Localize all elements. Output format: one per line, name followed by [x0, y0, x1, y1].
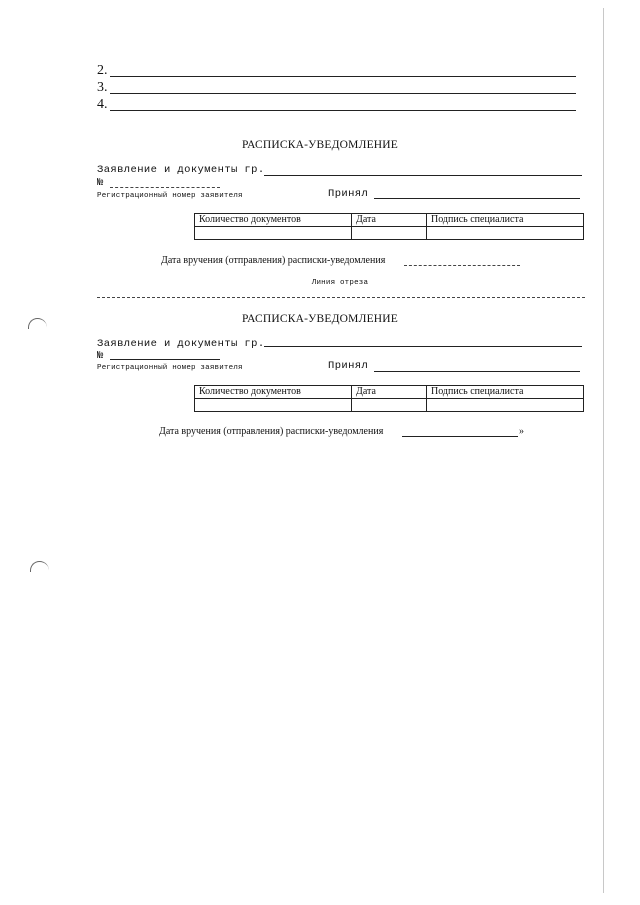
- table-cell[interactable]: [352, 399, 427, 412]
- applicant-name-line[interactable]: [264, 175, 582, 176]
- table-header-cell: Дата: [352, 386, 427, 399]
- table-row: [195, 227, 584, 240]
- number-label: №: [97, 177, 104, 189]
- table-header-row: [195, 386, 584, 399]
- number-label: №: [97, 350, 104, 362]
- cut-line-label: Линия отреза: [311, 279, 369, 287]
- list-number: 3.: [97, 80, 108, 95]
- table-header-cell: Количество документов: [195, 386, 352, 399]
- delivery-date-label: Дата вручения (отправления) расписки-уведомления: [161, 255, 386, 266]
- table-cell[interactable]: [427, 399, 584, 412]
- accepted-by-line[interactable]: [374, 198, 580, 199]
- list-entry-line: [110, 110, 576, 111]
- list-entry-line: [110, 93, 576, 94]
- table-row: [195, 399, 584, 412]
- delivery-date-line[interactable]: [404, 265, 520, 266]
- cut-line: [97, 297, 585, 298]
- table-header-cell: Дата: [352, 214, 427, 227]
- table-header-cell: Количество документов: [195, 214, 352, 227]
- receipt-title: РАСПИСКА-УВЕДОМЛЕНИЕ: [241, 313, 399, 325]
- applicant-name-line[interactable]: [264, 346, 582, 347]
- delivery-date-tail: »: [519, 426, 524, 437]
- table-cell[interactable]: [195, 227, 352, 240]
- table-header-cell: Подпись специалиста: [427, 386, 584, 399]
- application-label: Заявление и документы гр.: [97, 164, 265, 176]
- table-header-cell: Подпись специалиста: [427, 214, 584, 227]
- documents-table: [194, 213, 584, 240]
- punch-hole-mark: [30, 561, 49, 572]
- list-number: 4.: [97, 97, 108, 112]
- list-number: 2.: [97, 63, 108, 78]
- accepted-label: Принял: [328, 360, 369, 372]
- reg-number-caption: Регистрационный номер заявителя: [97, 364, 243, 372]
- table-header-row: [195, 214, 584, 227]
- accepted-by-line[interactable]: [374, 371, 580, 372]
- reg-number-line[interactable]: [110, 187, 220, 188]
- accepted-label: Принял: [328, 188, 369, 200]
- table-cell[interactable]: [195, 399, 352, 412]
- table-cell[interactable]: [352, 227, 427, 240]
- reg-number-caption: Регистрационный номер заявителя: [97, 192, 243, 200]
- documents-table: [194, 385, 584, 412]
- delivery-date-label: Дата вручения (отправления) расписки-уведомления: [159, 426, 384, 437]
- application-label: Заявление и документы гр.: [97, 338, 265, 350]
- receipt-title: РАСПИСКА-УВЕДОМЛЕНИЕ: [241, 139, 399, 151]
- reg-number-line[interactable]: [110, 359, 220, 360]
- list-entry-line: [110, 76, 576, 77]
- delivery-date-line[interactable]: [402, 436, 518, 437]
- table-cell[interactable]: [427, 227, 584, 240]
